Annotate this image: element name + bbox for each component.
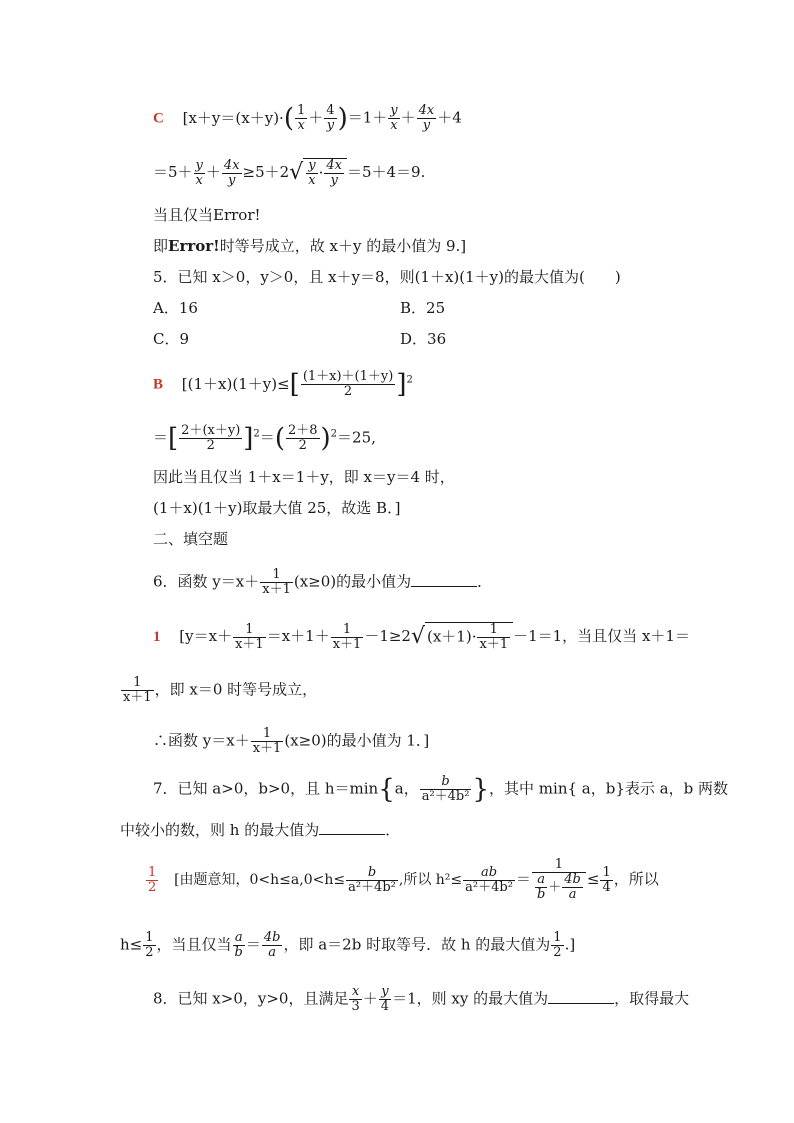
answer-value: 1 [153, 629, 161, 645]
q6-answer-line-2: $\frac{1}{x+1}$ ，即 x＝0 时等号成立， [123, 675, 318, 705]
fraction: $\frac{4x}{y}$ [418, 103, 435, 133]
question-6-stem: 6．函数 y＝x＋ $\frac{1}{x+1}$ (x≥0)的最小值为 ． [153, 567, 493, 597]
q4-answer-line-4: 即Error!时等号成立，故 x＋y 的最小值为 9.] [153, 237, 467, 255]
square-root: (x＋1)· $\frac{1}{x+1}$ [425, 622, 513, 652]
fraction: $\frac{y}{x}$ [390, 103, 398, 133]
q5-answer-line-2: ＝[ $\frac{2+(x+y)}{2}$ ]$^2$＝( $\frac{2+8}{2}$ )$^2$＝25, [153, 423, 376, 454]
fraction: $\frac{4}{y}$ [326, 103, 335, 133]
fraction: $\frac{1}{x}$ [296, 103, 306, 133]
option-d: D．36 [400, 330, 447, 348]
question-7-stem-line-1: 7．已知 a>0，b>0，且 h＝min{a， $\frac{b}{\text{a²＋4b²}}$ }，其中 min{ a，b}表示 a，b 两数 [153, 774, 728, 805]
option-b: B．25 [400, 299, 446, 317]
q4-answer-line-2: ＝5＋ $\frac{y}{x}$ ＋ $\frac{4x}{y}$ ≥5＋2√ $\frac{y}{x}$ · $\frac{4x}{y}$ ＝5＋4＝9. [153, 157, 426, 188]
answer-blank [319, 820, 385, 835]
question-8-stem: 8．已知 x>0，y>0，且满足 $\frac{x}{3}$ ＋ $\frac{y}{4}$ ＝1，则 xy 的最大值为 ，取得最大 [153, 984, 690, 1014]
question-5-stem: 5．已知 x＞0，y＞0，且 x＋y＝8，则(1＋x)(1＋y)的最大值为( ) [153, 268, 621, 286]
square-root: $\frac{y}{x}$ · $\frac{4x}{y}$ [303, 158, 347, 188]
q5-answer-line-3: 因此当且仅当 1＋x＝1＋y，即 x＝y＝4 时， [153, 468, 455, 486]
option-c: C．9 [153, 330, 190, 348]
question-7-stem-line-2: 中较小的数，则 h 的最大值为 ． [120, 821, 401, 839]
answer-blank [548, 989, 614, 1004]
q7-answer-line-1: $\frac{1}{2}$ [由题意知，0<h≤a,0<h≤ $\frac{b}{\text{a²＋4b²}}$ ,所以 h²≤ $\frac{ab}{\text{a²＋4b²}}$ ＝ 1 $\frac{a}{b}$ ＋ $\frac{4b}{a}$ ≤ $\frac{1}{4}$ ，所以 [148, 857, 659, 902]
q6-answer-line-1: 1 [y＝x＋ $\frac{1}{x+1}$ ＝x＋1＋ $\frac{1}{x+1}$ －1≥2√ (x＋1)· $\frac{1}{x+1}$ －1＝1，当且仅当 x＋1＝ [153, 621, 690, 652]
option-a: A．16 [153, 299, 198, 317]
q7-answer-line-2: h≤ $\frac{1}{2}$ ，当且仅当 $\frac{a}{b}$ ＝ $\frac{4b}{a}$ ，即 a＝2b 时取等号．故 h 的最大值为 $\frac{1}{2}$ .] [120, 930, 576, 960]
answer-blank [411, 572, 477, 587]
q5-answer-line-4: (1＋x)(1＋y)取最大值 25，故选 B．] [153, 499, 401, 517]
answer-letter: B [153, 376, 164, 393]
q6-answer-line-3: ∴函数 y＝x＋ $\frac{1}{x+1}$ (x≥0)的最小值为 1．] [153, 726, 430, 756]
section-title: 二、填空题 [153, 530, 229, 548]
q4-answer-line-3: 当且仅当Error! [153, 206, 261, 224]
answer-letter: C [153, 110, 164, 127]
q5-answer-line-1: B [(1＋x)(1＋y)≤[ $\frac{(1+x)+(1+y)}{2}$ ]$^2$ [153, 369, 413, 400]
q4-answer-line-1: C [x＋y＝(x＋y)·( $\frac{1}{x}$ ＋ $\frac{4}{y}$ )＝1＋ $\frac{y}{x}$ ＋ $\frac{4x}{y}$ ＋4 [153, 103, 462, 134]
answer-value: $\frac{1}{2}$ [148, 864, 157, 895]
